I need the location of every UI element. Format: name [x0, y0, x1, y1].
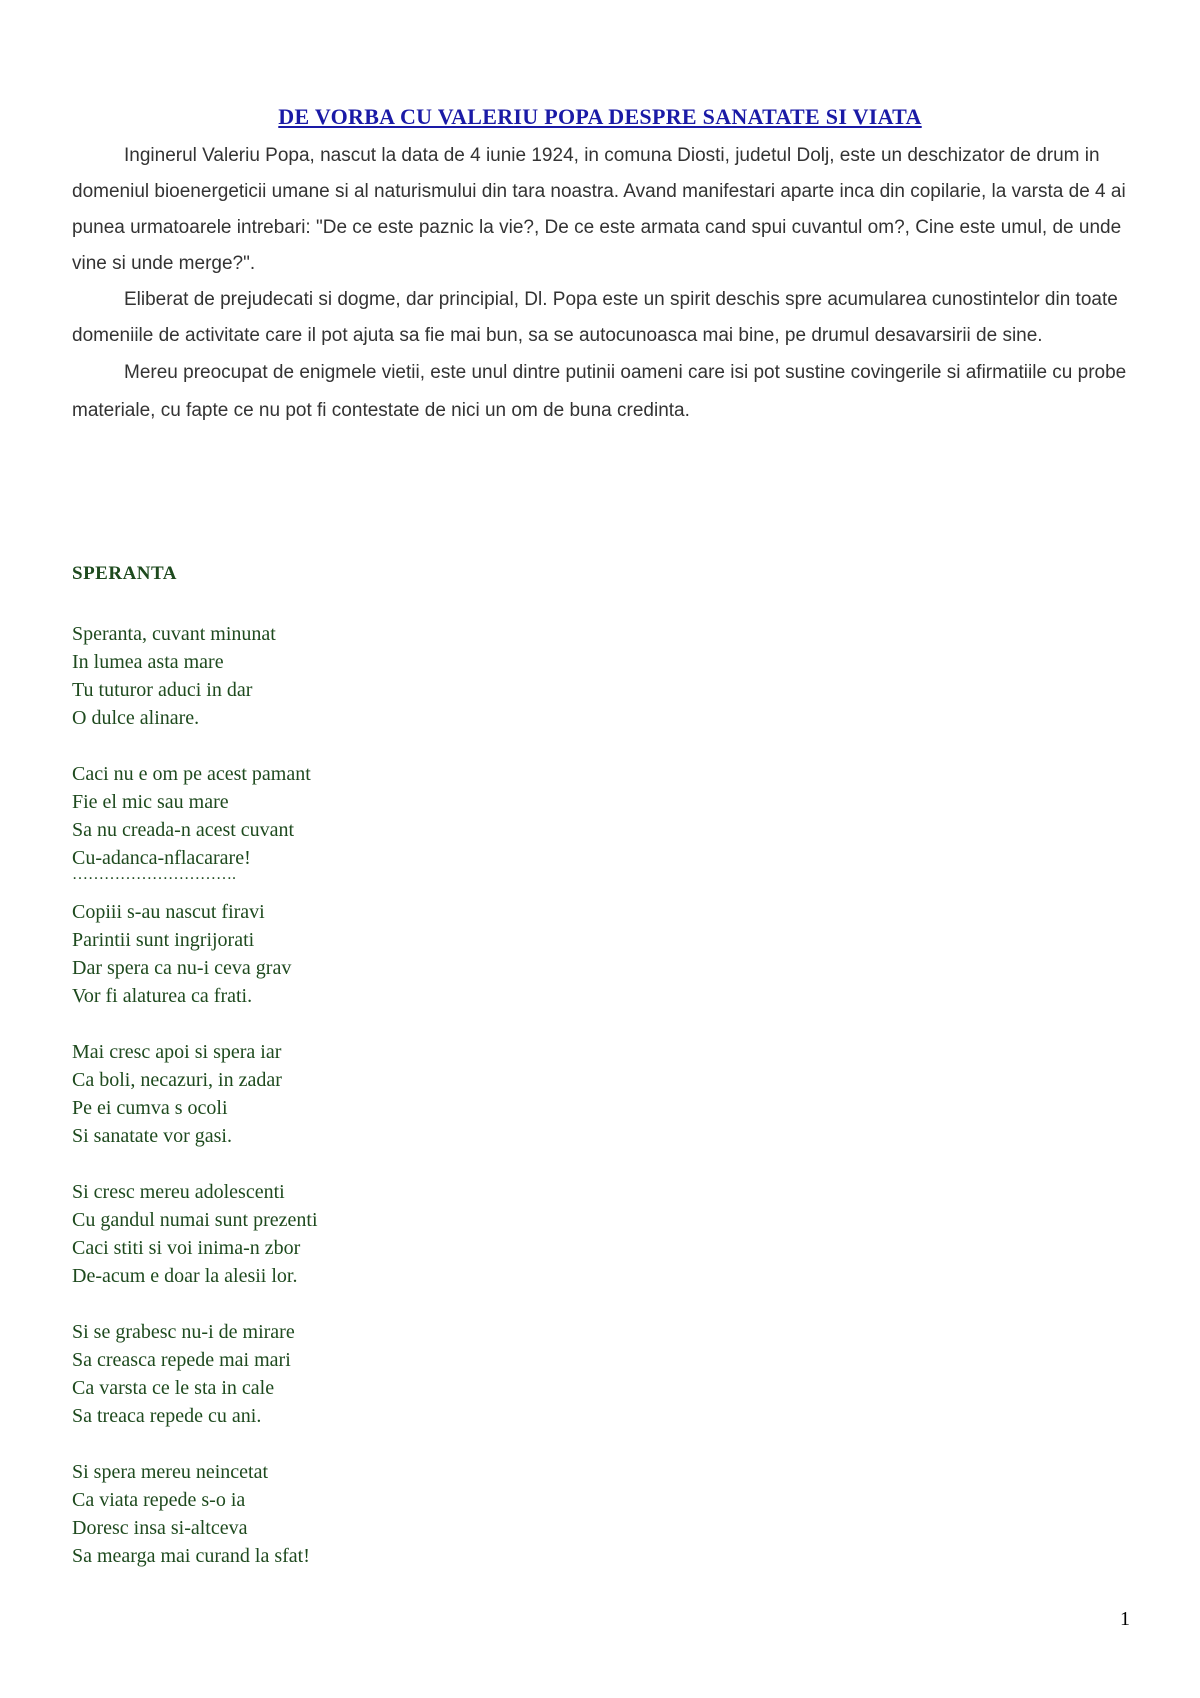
poem-line: Sa creasca repede mai mari	[72, 1349, 291, 1371]
poem-line: Ca viata repede s-o ia	[72, 1489, 246, 1511]
poem-stanza-7	[72, 1458, 318, 1570]
poem-line: Sa nu creada-n acest cuvant	[72, 819, 295, 841]
poem-stanza-1	[72, 620, 318, 732]
poem-line: Doresc insa si-altceva	[72, 1517, 248, 1539]
poem-line: Sa mearga mai curand la sfat!	[72, 1545, 310, 1567]
poem-stanza-3	[72, 898, 318, 1010]
intro-section	[72, 138, 1132, 430]
intro-paragraph-1: Inginerul Valeriu Popa, nascut la data de 4 iunie 1924, in comuna Diosti, judetul Dolj, este un deschizator de drum in domeniul bioenergeticii umane si al naturismului din tara noastra. Avand manifestari aparte inca din copilarie, la varsta de 4 ai punea urmatoarele intrebari: "De ce este paznic la vie?, De ce este armata cand spui cuvantul om?, Cine este umul, de unde vine si unde merge?".	[72, 145, 1126, 274]
poem-line: Copiii s-au nascut firavi	[72, 901, 265, 923]
page-number: 1	[1120, 1608, 1130, 1630]
poem-stanza-2	[72, 760, 318, 884]
poem-line: Si spera mereu neincetat	[72, 1461, 269, 1483]
poem-line: Caci stiti si voi inima-n zbor	[72, 1237, 301, 1259]
poem-line: Sa treaca repede cu ani.	[72, 1405, 262, 1427]
intro-paragraph-2: Eliberat de prejudecati si dogme, dar principial, Dl. Popa este un spirit deschis spre acumularea cunostintelor din toate domeniile de activitate care il pot ajuta sa fie mai bun, sa se autocunoasca mai bine, pe drumul desavarsirii de sine.	[72, 289, 1118, 346]
poem-line: Ca boli, necazuri, in zadar	[72, 1069, 282, 1091]
document-title[interactable]: DE VORBA CU VALERIU POPA DESPRE SANATATE SI VIATA	[278, 104, 922, 129]
poem-line: Ca varsta ce le sta in cale	[72, 1377, 275, 1399]
poem-line: Cu-adanca-nflacarare!	[72, 847, 251, 869]
poem-line: Caci nu e om pe acest pamant	[72, 763, 311, 785]
poem-title: SPERANTA	[72, 563, 177, 584]
poem-line: De-acum e doar la alesii lor.	[72, 1265, 298, 1287]
poem-line: Parintii sunt ingrijorati	[72, 929, 255, 951]
poem-line: Tu tuturor aduci in dar	[72, 679, 253, 701]
poem-line: Si cresc mereu adolescenti	[72, 1181, 285, 1203]
poem-line: In lumea asta mare	[72, 651, 224, 673]
poem-stanza-4	[72, 1038, 318, 1150]
poem-line: Pe ei cumva s ocoli	[72, 1097, 228, 1119]
intro-paragraph-3: Mereu preocupat de enigmele vietii, este unul dintre putinii oameni care isi pot sustine covingerile si afirmatiile cu probe materiale, cu fapte ce nu pot fi contestate de nici un om de buna credinta.	[72, 362, 1127, 421]
poem-line: Mai cresc apoi si spera iar	[72, 1041, 282, 1063]
poem-line: O dulce alinare.	[72, 707, 200, 729]
poem-body	[72, 620, 318, 1598]
ellipsis-separator: ………………………….	[72, 866, 236, 883]
poem-stanza-5	[72, 1178, 318, 1290]
poem-line: Speranta, cuvant minunat	[72, 623, 276, 645]
poem-line: Si sanatate vor gasi.	[72, 1125, 232, 1147]
poem-line: Dar spera ca nu-i ceva grav	[72, 957, 292, 979]
poem-stanza-6	[72, 1318, 318, 1430]
poem-line: Si se grabesc nu-i de mirare	[72, 1321, 295, 1343]
poem-line: Vor fi alaturea ca frati.	[72, 985, 253, 1007]
poem-line: Fie el mic sau mare	[72, 791, 229, 813]
poem-line: Cu gandul numai sunt prezenti	[72, 1209, 318, 1231]
